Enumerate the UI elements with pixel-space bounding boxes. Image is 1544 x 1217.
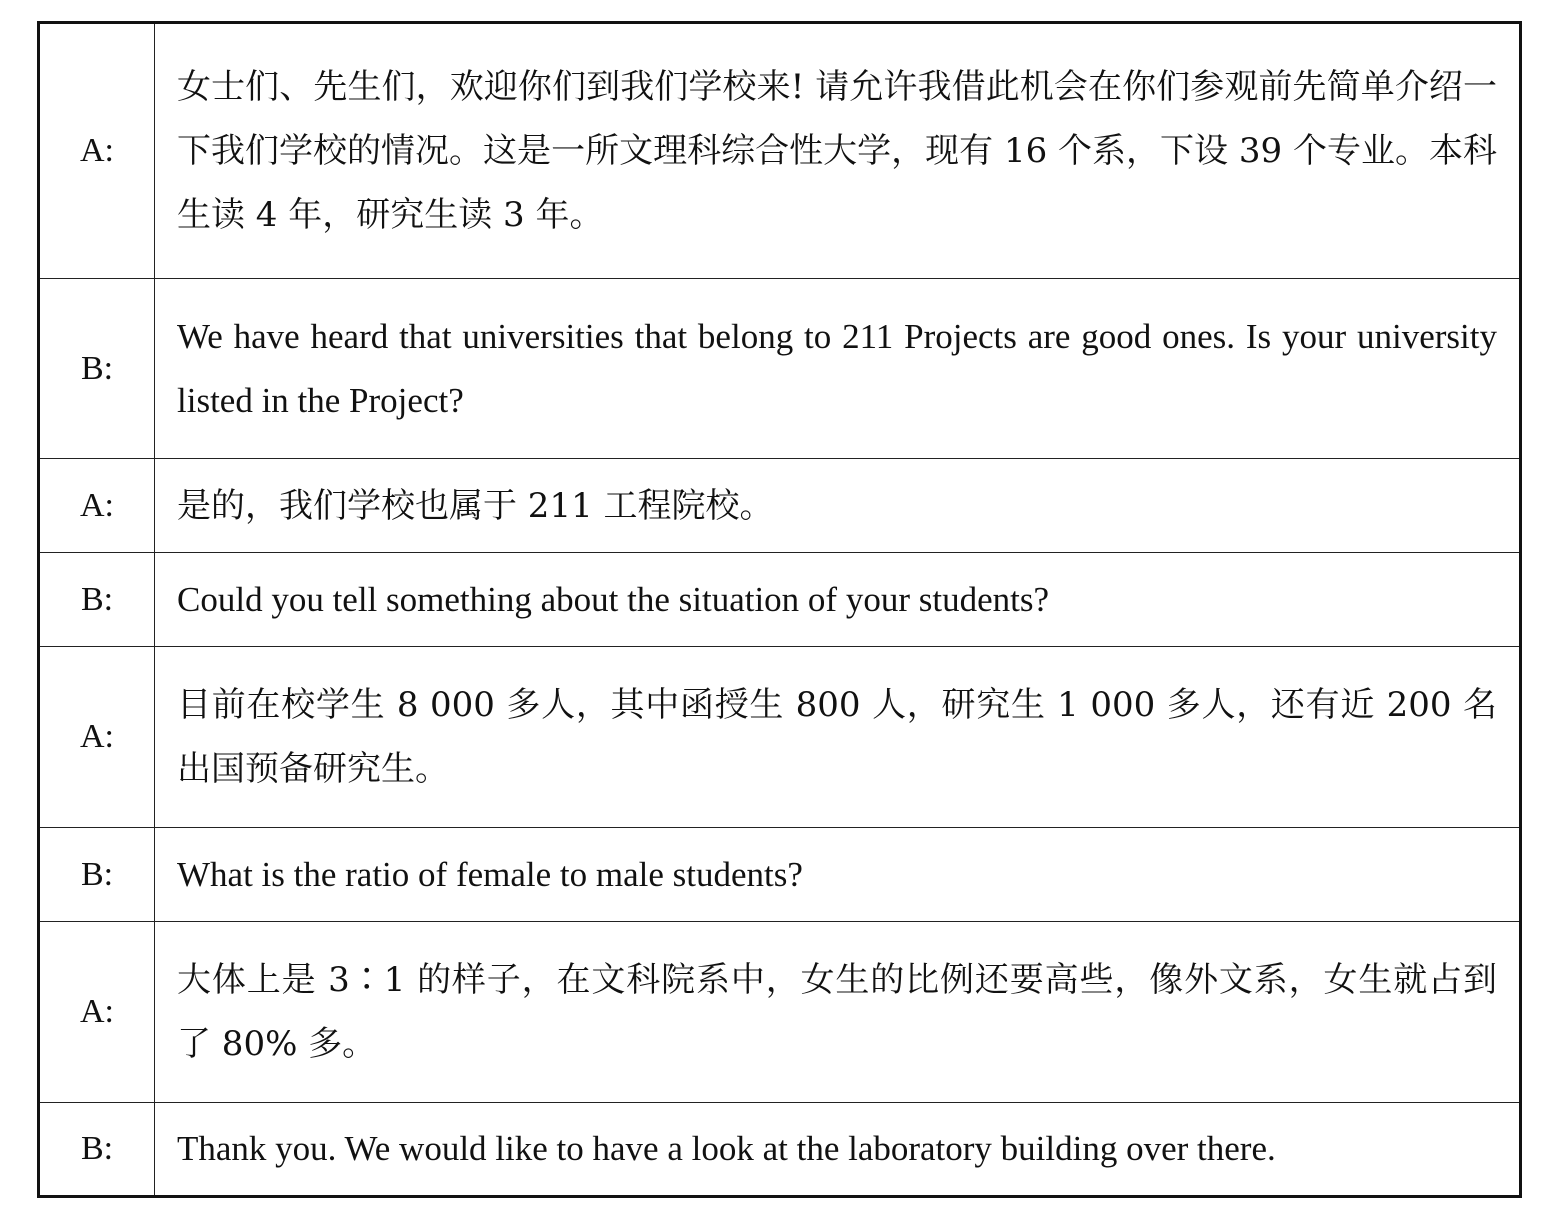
utterance-text: 女士们、先生们，欢迎你们到我们学校来! 请允许我借此机会在你们参观前先简单介绍一下我们学校的情况。这是一所文理科综合性大学，现有 16 个系，下设 39 个专业。本科生读 4 年，研究生读 3 年。 <box>155 23 1521 279</box>
dialogue-row <box>39 279 1521 459</box>
speaker-label: B: <box>39 1103 155 1197</box>
speaker-label: A: <box>39 647 155 828</box>
dialogue-row <box>39 1103 1521 1197</box>
dialogue-row <box>39 647 1521 828</box>
speaker-label: B: <box>39 553 155 647</box>
speaker-label: A: <box>39 922 155 1103</box>
utterance-text: Could you tell something about the situation of your students? <box>155 553 1521 647</box>
utterance-text: 大体上是 3∶1 的样子，在文科院系中，女生的比例还要高些，像外文系，女生就占到了 80% 多。 <box>155 922 1521 1103</box>
speaker-label: B: <box>39 828 155 922</box>
dialogue-row <box>39 553 1521 647</box>
speaker-label: B: <box>39 279 155 459</box>
speaker-label: A: <box>39 459 155 553</box>
dialogue-table <box>37 21 1522 1198</box>
utterance-text: What is the ratio of female to male students? <box>155 828 1521 922</box>
dialogue-row <box>39 23 1521 279</box>
utterance-text: Thank you. We would like to have a look at the laboratory building over there. <box>155 1103 1521 1197</box>
dialogue-row <box>39 828 1521 922</box>
utterance-text: We have heard that universities that belong to 211 Projects are good ones. Is your university listed in the Project? <box>155 279 1521 459</box>
speaker-label: A: <box>39 23 155 279</box>
utterance-text: 是的，我们学校也属于 211 工程院校。 <box>155 459 1521 553</box>
dialogue-row <box>39 922 1521 1103</box>
utterance-text: 目前在校学生 8 000 多人，其中函授生 800 人，研究生 1 000 多人，还有近 200 名出国预备研究生。 <box>155 647 1521 828</box>
dialogue-row <box>39 459 1521 553</box>
